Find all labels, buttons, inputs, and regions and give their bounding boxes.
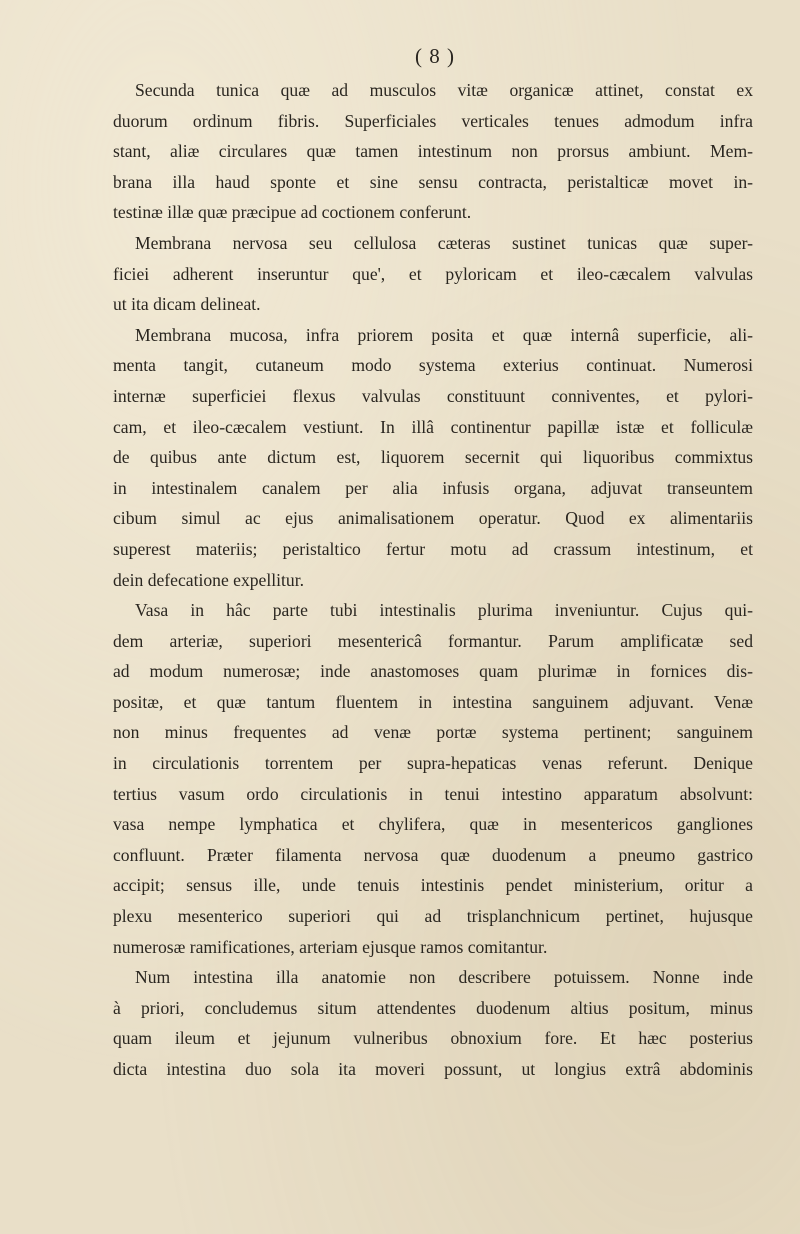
body-text bbox=[113, 75, 753, 1085]
text-line: cam, et ileo-cæcalem vestiunt. In illâ continentur papillæ istæ et folliculæ bbox=[113, 416, 753, 437]
text-line: Membrana mucosa, infra priorem posita et quæ internâ superficie, ali- bbox=[135, 324, 753, 345]
text-line: positæ, et quæ tantum fluentem in intestina sanguinem adjuvant. Venæ bbox=[113, 691, 753, 712]
text-line: duorum ordinum fibris. Superficiales verticales tenues admodum infra bbox=[113, 110, 753, 131]
text-line: ut ita dicam delineat. bbox=[113, 294, 261, 315]
text-line: ficiei adherent inseruntur que', et pyloricam et ileo-cæcalem valvulas bbox=[113, 263, 753, 284]
text-line: brana illa haud sponte et sine sensu contracta, peristalticæ movet in- bbox=[113, 171, 753, 192]
text-line: dicta intestina duo sola ita moveri possunt, ut longius extrâ abdominis bbox=[113, 1059, 753, 1079]
text-line: confluunt. Præter filamenta nervosa quæ duodenum a pneumo gastrico bbox=[113, 844, 753, 865]
text-line: de quibus ante dictum est, liquorem secernit qui liquoribus commixtus bbox=[113, 447, 753, 468]
text-line: Num intestina illa anatomie non describere potuissem. Nonne inde bbox=[135, 967, 753, 988]
text-line: dein defecatione expellitur. bbox=[113, 569, 305, 590]
text-line: numerosæ ramificationes, arteriam ejusque ramos comitantur. bbox=[113, 936, 548, 957]
text-line: vasa nempe lymphatica et chylifera, quæ in mesentericos gangliones bbox=[113, 814, 753, 835]
text-line: quam ileum et jejunum vulneribus obnoxium fore. Et hæc posterius bbox=[113, 1028, 753, 1049]
text-line: dem arteriæ, superiori mesentericâ formantur. Parum amplificatæ sed bbox=[113, 630, 753, 651]
text-line: à priori, concludemus situm attendentes duodenum altius positum, minus bbox=[113, 997, 753, 1018]
text-line: accipit; sensus ille, unde tenuis intestinis pendet ministerium, oritur a bbox=[113, 875, 753, 896]
text-line: in intestinalem canalem per alia infusis organa, adjuvat transeuntem bbox=[113, 477, 753, 498]
text-line: ad modum numerosæ; inde anastomoses quam plurimæ in fornices dis- bbox=[113, 661, 753, 682]
text-line: stant, aliæ circulares quæ tamen intestinum non prorsus ambiunt. Mem- bbox=[113, 141, 753, 162]
text-line: tertius vasum ordo circulationis in tenui intestino apparatum absolvunt: bbox=[113, 783, 753, 804]
text-line: cibum simul ac ejus animalisationem operatur. Quod ex alimentariis bbox=[113, 508, 753, 529]
text-line: non minus frequentes ad venæ portæ systema pertinent; sanguinem bbox=[113, 722, 753, 743]
text-line: plexu mesenterico superiori qui ad trisplanchnicum pertinet, hujusque bbox=[113, 906, 753, 927]
text-line: superest materiis; peristaltico fertur motu ad crassum intestinum, et bbox=[113, 538, 753, 559]
text-line: Vasa in hâc parte tubi intestinalis plurima inveniuntur. Cujus qui- bbox=[135, 600, 753, 621]
text-line: Membrana nervosa seu cellulosa cæteras sustinet tunicas quæ super- bbox=[135, 232, 753, 253]
text-line: menta tangit, cutaneum modo systema exterius continuat. Numerosi bbox=[113, 355, 753, 376]
text-line: internæ superficiei flexus valvulas constituunt conniventes, et pylori- bbox=[113, 385, 753, 406]
text-line: Secunda tunica quæ ad musculos vitæ organicæ attinet, constat ex bbox=[135, 80, 753, 100]
text-line: testinæ illæ quæ præcipue ad coctionem conferunt. bbox=[113, 202, 472, 223]
page-number: ( 8 ) bbox=[415, 44, 455, 68]
text-line: in circulationis torrentem per supra-hepaticas venas referunt. Denique bbox=[113, 753, 753, 774]
